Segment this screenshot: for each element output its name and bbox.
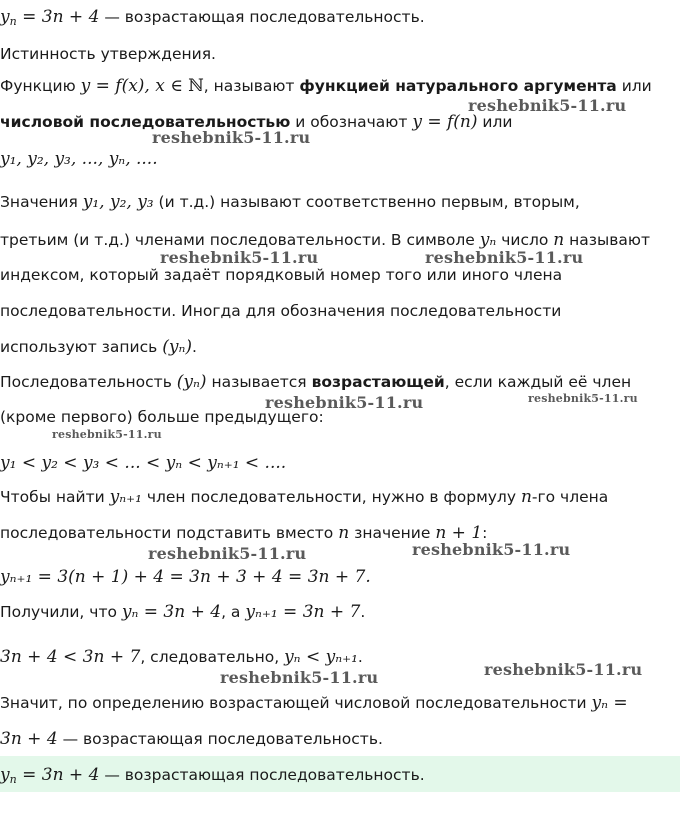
para3-line2: (кроме первого) больше предыдущего: xyxy=(0,408,324,426)
watermark: reshebnik5-11.ru xyxy=(148,544,307,563)
para3-inequality: y₁ < y₂ < y₃ < ... < yₙ < yₙ₊₁ < .... xyxy=(0,453,287,473)
answer-text: — возрастающая последовательность. xyxy=(99,766,425,784)
watermark: reshebnik5-11.ru xyxy=(220,668,379,687)
para6-line: 3n + 4 < 3n + 7, следовательно, yₙ < yₙ₊₁. xyxy=(0,647,363,667)
watermark: reshebnik5-11.ru xyxy=(425,248,584,267)
section-title: Истинность утверждения. xyxy=(0,45,216,63)
heading-text: — возрастающая последовательность. xyxy=(99,8,425,26)
heading-line xyxy=(0,6,425,33)
para4-equation: yₙ₊₁ = 3(n + 1) + 4 = 3n + 3 + 4 = 3n + 7. xyxy=(0,567,371,587)
term-increasing: возрастающей xyxy=(311,373,445,391)
watermark: reshebnik5-11.ru xyxy=(484,660,643,679)
para1-line2: числовой последовательностью и обозначают y = f(n) или xyxy=(0,112,513,132)
answer-line xyxy=(0,764,425,791)
heading-formula: $y_n = 3n + 4$ xyxy=(0,7,100,28)
answer-formula: $y_n = 3n + 4$ xyxy=(0,765,100,786)
para7-line1: Значит, по определению возрастающей числовой последовательности yₙ = xyxy=(0,693,628,713)
para3-line1: Последовательность (yₙ) называется возрастающей, если каждый её член xyxy=(0,372,632,392)
watermark: reshebnik5-11.ru xyxy=(528,392,638,405)
term-numeric-seq: числовой последовательностью xyxy=(0,113,291,131)
watermark: reshebnik5-11.ru xyxy=(52,428,162,441)
para4-line2: последовательности подставить вместо n значение n + 1: xyxy=(0,523,488,543)
para2-line4: последовательности. Иногда для обозначения последовательности xyxy=(0,302,562,320)
para5-line: Получили, что yₙ = 3n + 4, а yₙ₊₁ = 3n + 7. xyxy=(0,602,366,622)
watermark: reshebnik5-11.ru xyxy=(152,128,311,147)
watermark: reshebnik5-11.ru xyxy=(160,248,319,267)
para1-line1: Функцию y = f(x), x ∈ ℕ, называют функцией натурального аргумента или xyxy=(0,76,652,96)
para4-line1: Чтобы найти yₙ₊₁ член последовательности, нужно в формулу n-го члена xyxy=(0,487,609,507)
para2-line3: индексом, который задаёт порядковый номер того или иного члена xyxy=(0,266,563,284)
para2-line2: третьим (и т.д.) членами последовательности. В символе yₙ число n называют xyxy=(0,230,650,250)
term-natural-arg: функцией натурального аргумента xyxy=(299,77,617,95)
watermark: reshebnik5-11.ru xyxy=(468,96,627,115)
para2-line5: используют запись (yₙ). xyxy=(0,337,197,357)
para2-line1: Значения y₁, y₂, y₃ (и т.д.) называют соответственно первым, вторым, xyxy=(0,192,580,212)
watermark: reshebnik5-11.ru xyxy=(412,540,571,559)
para1-seq: y₁, y₂, y₃, ..., yₙ, .... xyxy=(0,149,158,169)
para7-line2: 3n + 4 — возрастающая последовательность. xyxy=(0,729,383,749)
watermark: reshebnik5-11.ru xyxy=(265,393,424,412)
